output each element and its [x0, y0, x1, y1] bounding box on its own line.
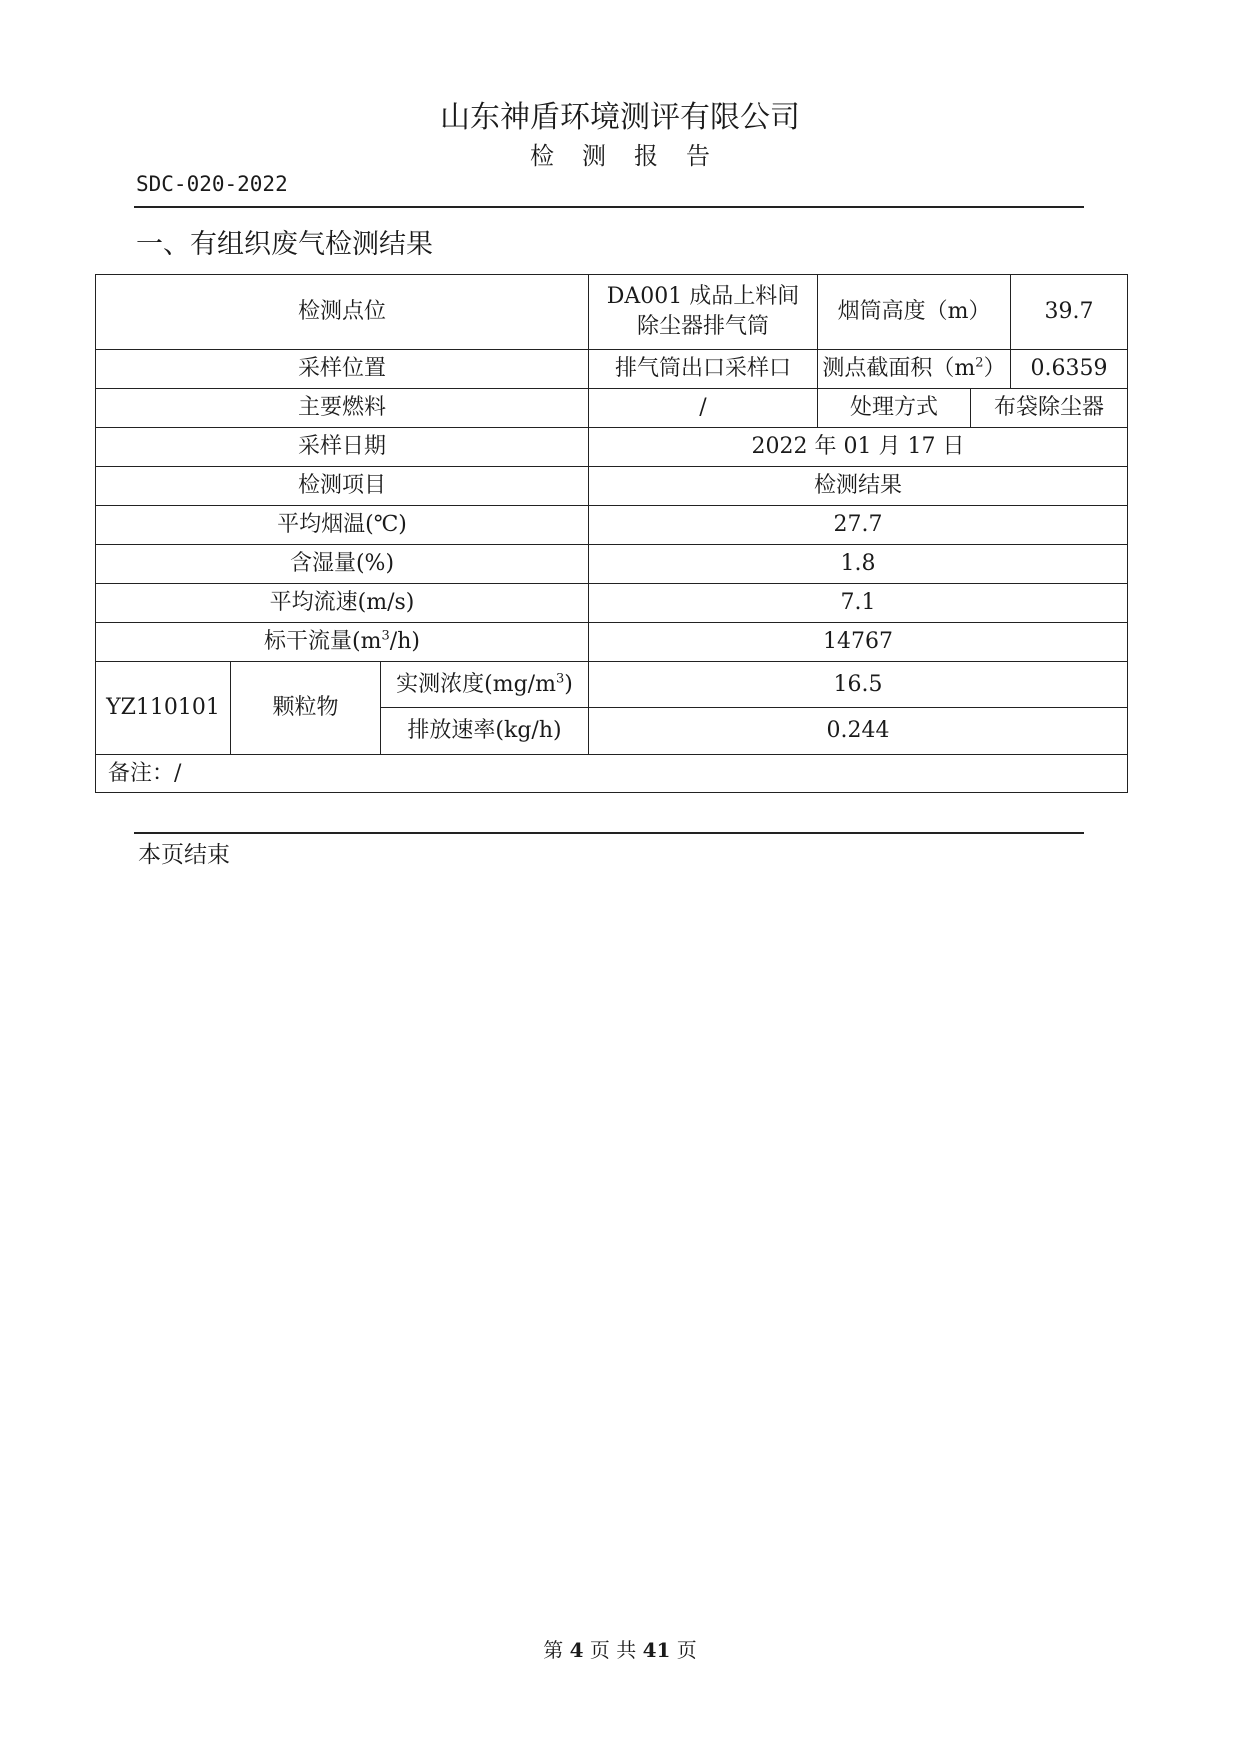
header-divider — [134, 206, 1084, 208]
table-row — [96, 506, 1128, 545]
row-value: 7.1 — [589, 584, 1128, 623]
rate-label: 排放速率(kg/h) — [381, 708, 589, 755]
treatment-value: 布袋除尘器 — [971, 389, 1128, 428]
date-label: 采样日期 — [96, 428, 589, 467]
row-value: 1.8 — [589, 545, 1128, 584]
conc-label — [381, 662, 589, 708]
table-row — [96, 467, 1128, 506]
row-label: 平均流速(m/s) — [96, 584, 589, 623]
footer-page-number: 4 — [569, 1638, 584, 1662]
cross-section-label — [818, 350, 1011, 389]
table-row — [96, 755, 1128, 793]
fuel-value: / — [589, 389, 818, 428]
rate-value: 0.244 — [589, 708, 1128, 755]
sampling-position-label: 采样位置 — [96, 350, 589, 389]
footer-suffix: 页 — [676, 1638, 697, 1662]
flow-value: 14767 — [589, 623, 1128, 662]
row-label: 含湿量(%) — [96, 545, 589, 584]
result-label: 检测结果 — [589, 467, 1128, 506]
point-value-line2: 除尘器排气筒 — [637, 314, 770, 339]
table-row — [96, 662, 1128, 708]
table-row — [96, 389, 1128, 428]
end-note: 本页结束 — [138, 842, 230, 868]
item-label: 检测项目 — [96, 467, 589, 506]
cross-section-label-suffix: ） — [983, 356, 1006, 381]
flow-label-suffix: /h) — [389, 629, 420, 654]
conc-label-suffix: ) — [564, 671, 573, 697]
table-row — [96, 623, 1128, 662]
table-row — [96, 428, 1128, 467]
conc-value: 16.5 — [589, 662, 1128, 708]
cross-section-label-prefix: 测点截面积（m — [822, 356, 976, 381]
row-value: 27.7 — [589, 506, 1128, 545]
point-label: 检测点位 — [96, 275, 589, 350]
flow-label-prefix: 标干流量(m — [264, 629, 382, 654]
result-table — [95, 274, 1128, 793]
point-value — [589, 275, 818, 350]
table-row — [96, 350, 1128, 389]
table-row — [96, 275, 1128, 350]
end-divider — [134, 832, 1084, 834]
point-value-line1: DA001 成品上料间 — [606, 284, 800, 309]
fuel-label: 主要燃料 — [96, 389, 589, 428]
table-row — [96, 545, 1128, 584]
footer-prefix: 第 — [543, 1638, 564, 1662]
cross-section-value: 0.6359 — [1011, 350, 1128, 389]
flow-label — [96, 623, 589, 662]
document-number: SDC-020-2022 — [136, 172, 288, 196]
pollutant-code: YZ110101 — [96, 662, 231, 755]
conc-label-sup: 3 — [555, 671, 565, 687]
stack-height-value: 39.7 — [1011, 275, 1128, 350]
table-row — [96, 584, 1128, 623]
flow-label-sup: 3 — [381, 628, 390, 644]
conc-label-prefix: 实测浓度(mg/m — [396, 671, 556, 697]
cross-section-label-sup: 2 — [975, 355, 984, 371]
date-value: 2022 年 01 月 17 日 — [589, 428, 1128, 467]
page-footer — [0, 1634, 1240, 1663]
sampling-position-value: 排气筒出口采样口 — [589, 350, 818, 389]
company-name: 山东神盾环境测评有限公司 — [440, 100, 800, 135]
stack-height-label: 烟筒高度（m） — [818, 275, 1011, 350]
pollutant-name: 颗粒物 — [231, 662, 381, 755]
remark: 备注：/ — [96, 755, 1128, 793]
section-title: 一、有组织废气检测结果 — [136, 229, 433, 260]
report-subtitle: 检测报告 — [530, 142, 738, 170]
treatment-label: 处理方式 — [818, 389, 971, 428]
row-label: 平均烟温(℃) — [96, 506, 589, 545]
footer-total-pages: 41 — [642, 1638, 671, 1662]
footer-middle: 页 共 — [589, 1638, 637, 1662]
